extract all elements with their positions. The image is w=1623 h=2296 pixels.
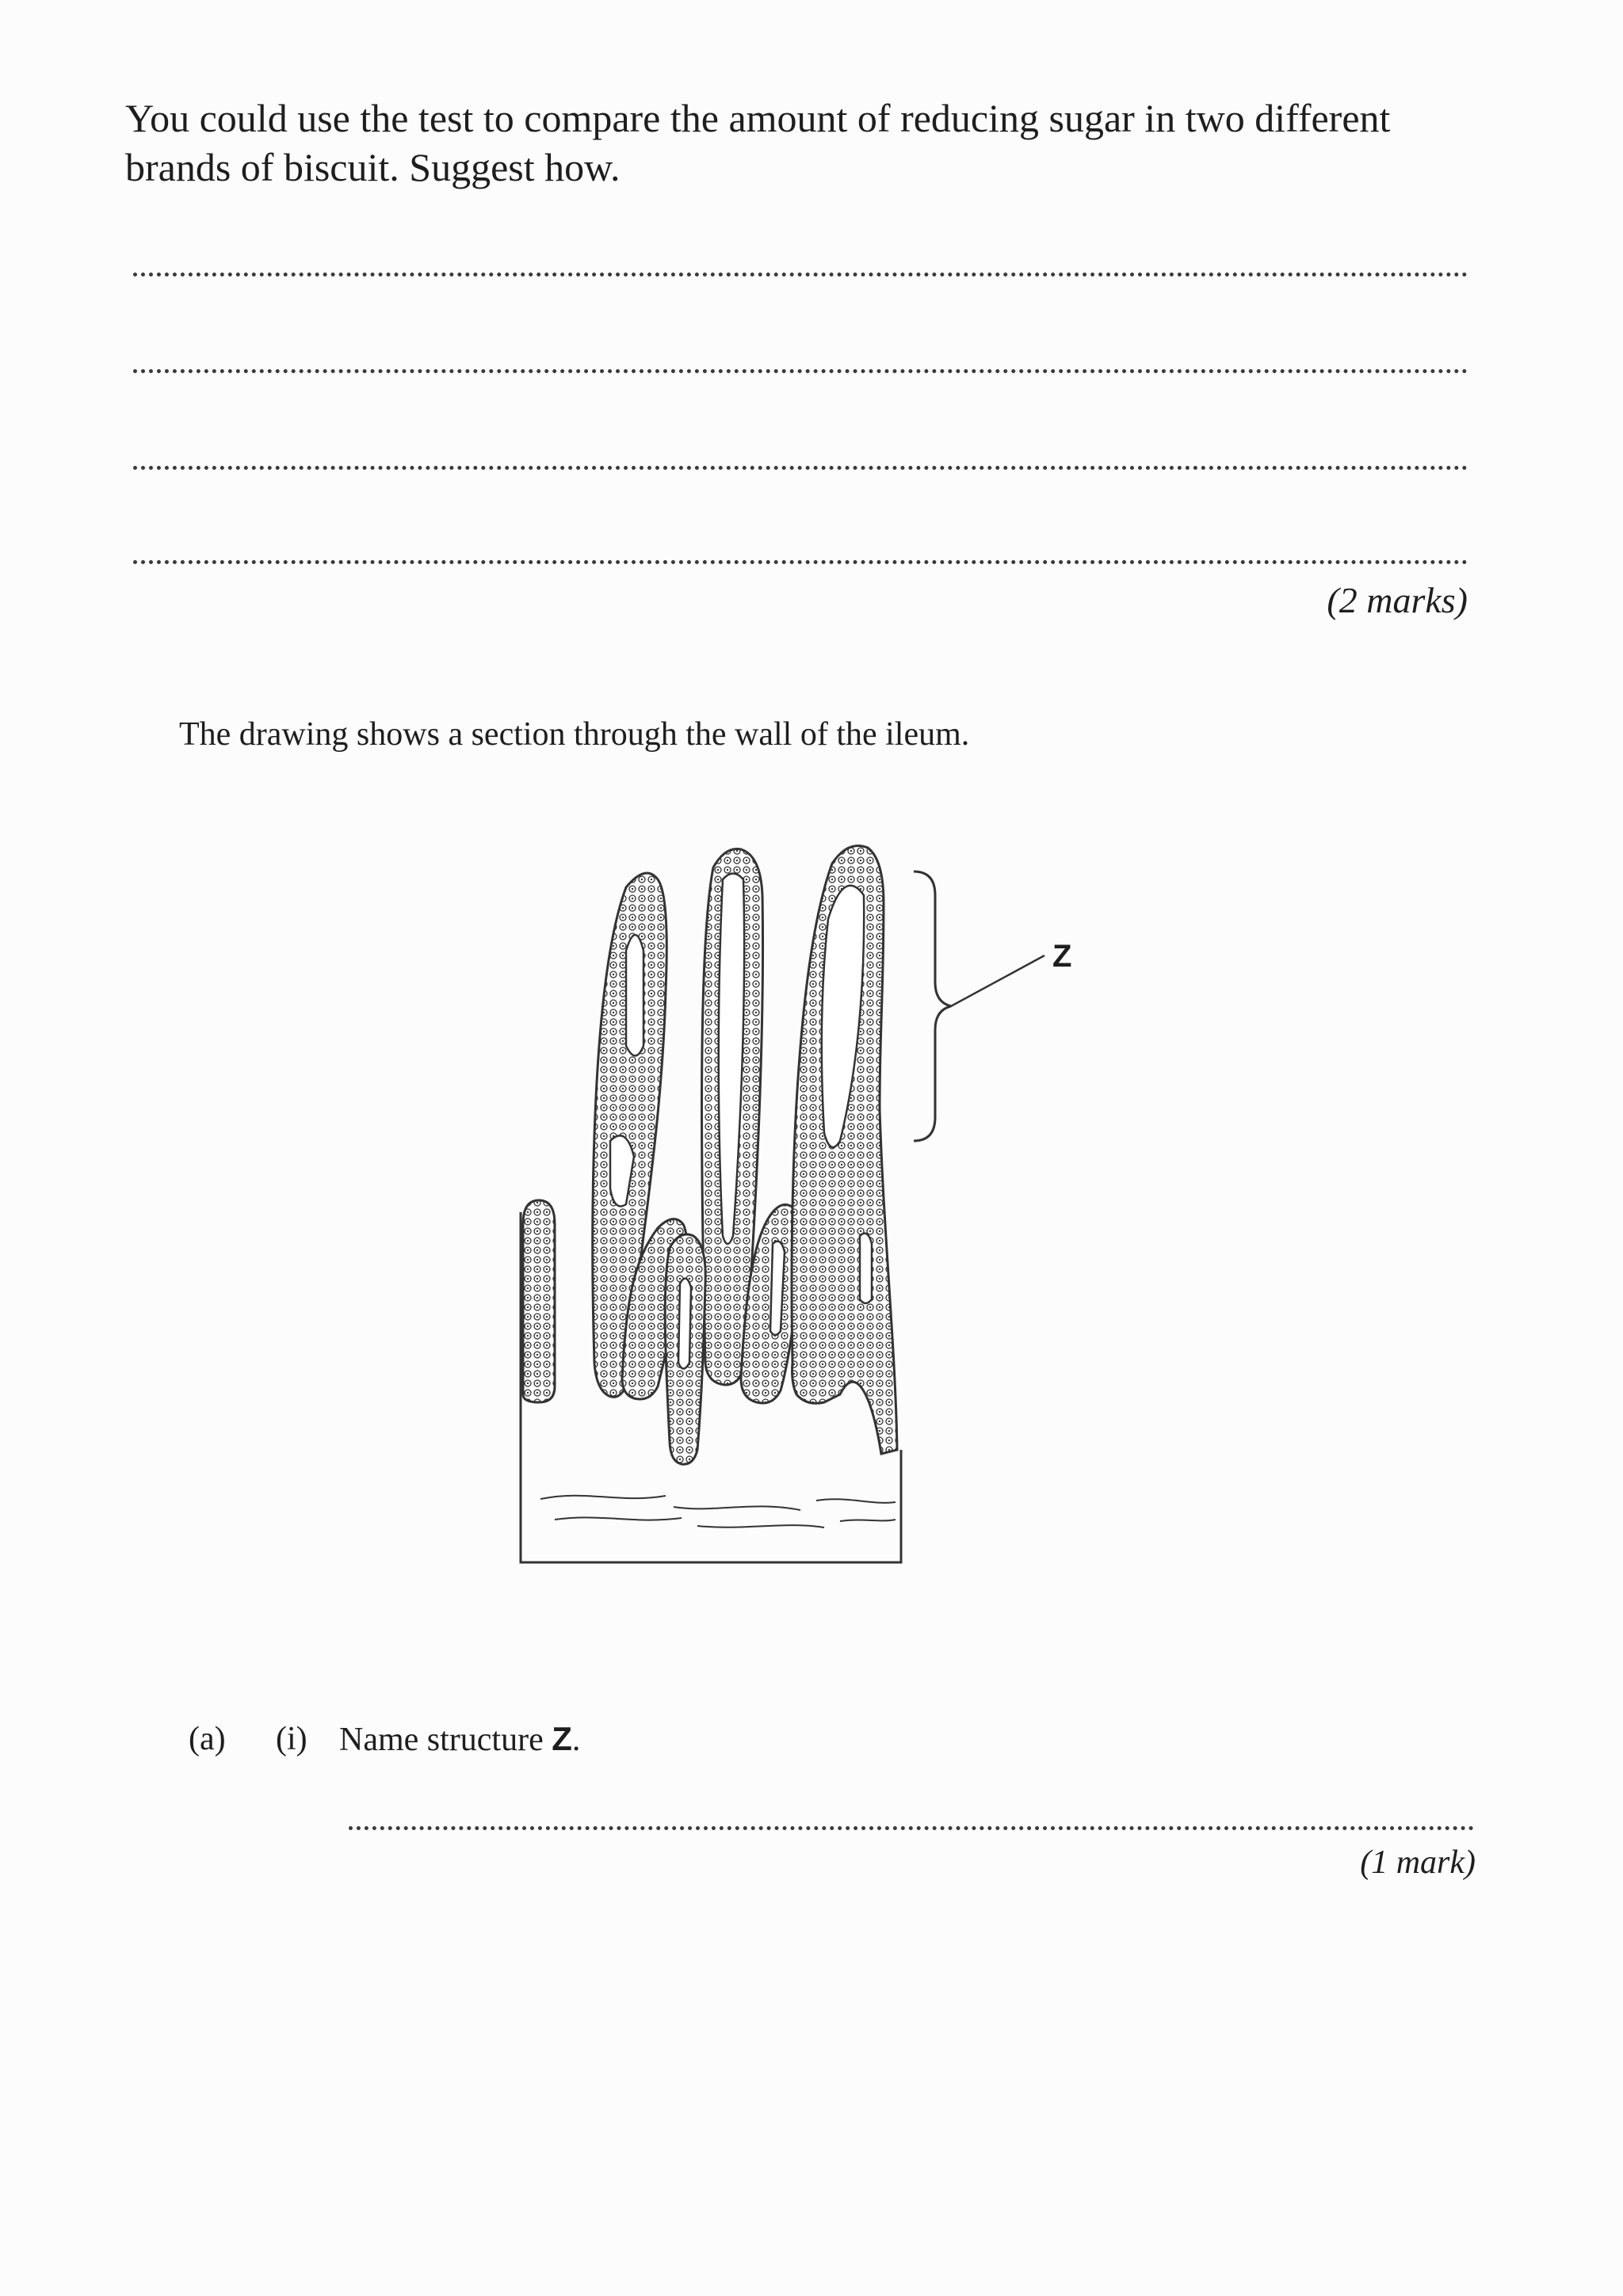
part-label-a: (a) bbox=[189, 1721, 226, 1757]
answer-line[interactable] bbox=[133, 273, 1468, 277]
question-text: You could use the test to compare the amount of reducing sugar in two different brands of biscuit. Suggest how. bbox=[125, 96, 1391, 189]
villus bbox=[523, 1200, 555, 1402]
label-z: Z bbox=[1052, 939, 1072, 974]
ileum-wall-diagram bbox=[507, 832, 1157, 1577]
answer-line[interactable] bbox=[133, 560, 1468, 564]
question-suffix: . bbox=[571, 1722, 581, 1758]
answer-line[interactable] bbox=[133, 369, 1468, 373]
question-prefix: Name structure bbox=[339, 1722, 552, 1758]
question-name-structure bbox=[339, 1719, 580, 1760]
part-label-i: (i) bbox=[276, 1721, 307, 1757]
answer-line[interactable] bbox=[133, 466, 1468, 470]
marks-label: (2 marks) bbox=[1327, 580, 1468, 620]
marks-label: (1 mark) bbox=[1360, 1844, 1476, 1881]
question-intro: The drawing shows a section through the wall of the ileum. bbox=[179, 716, 970, 753]
label-z-bracket bbox=[914, 871, 1044, 1141]
answer-line[interactable] bbox=[349, 1826, 1474, 1830]
question-bold-z: Z bbox=[552, 1720, 572, 1757]
